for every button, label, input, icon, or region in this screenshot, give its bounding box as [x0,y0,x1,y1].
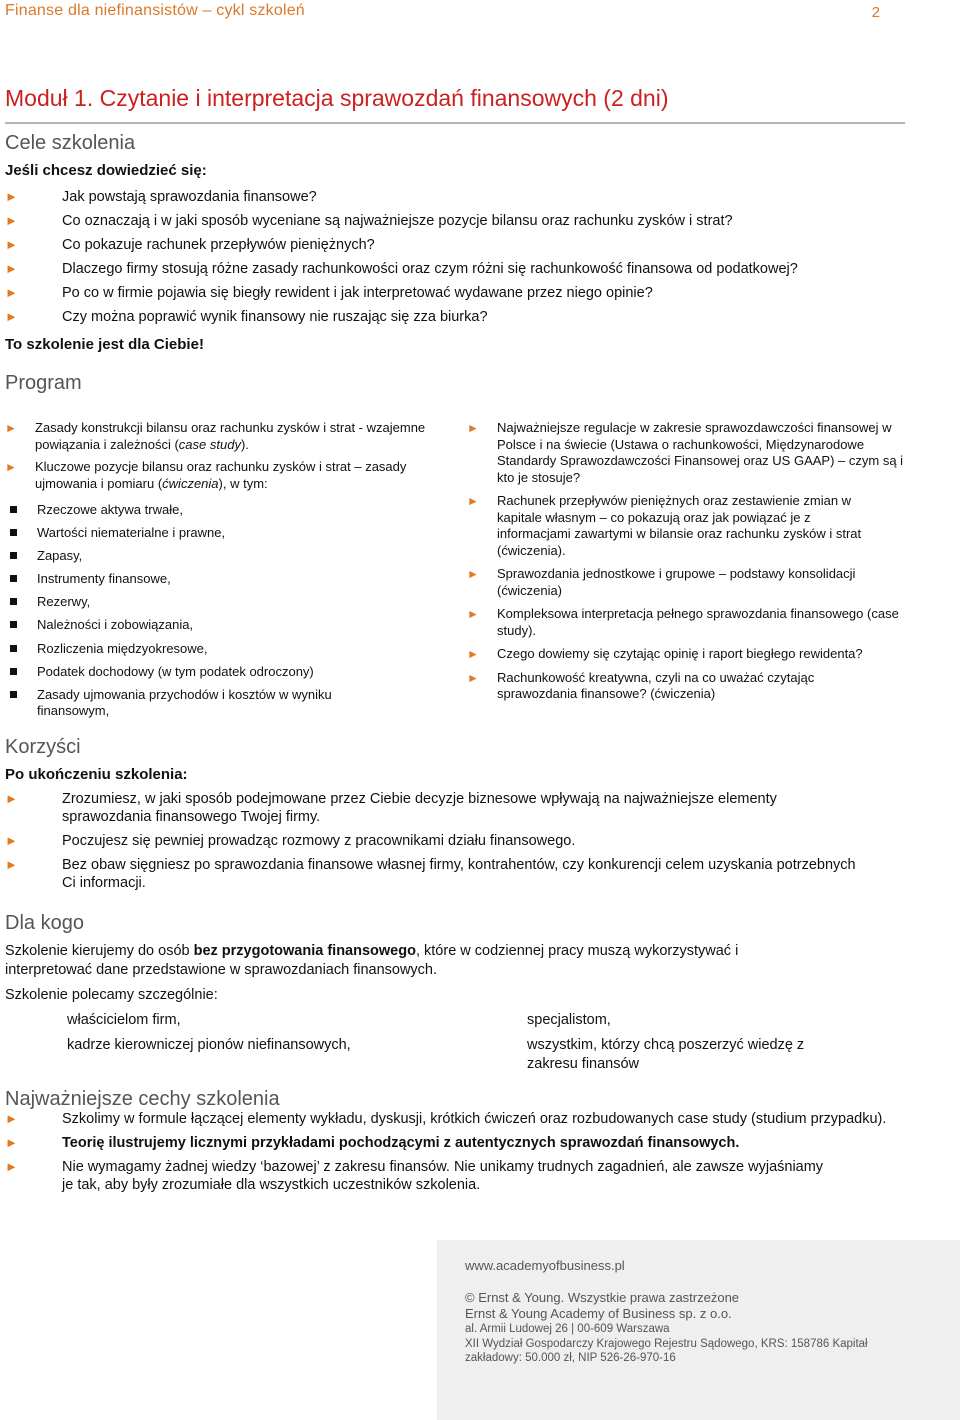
list-item: ► Co oznaczają i w jaki sposób wyceniane są najważniejsze pozycje bilansu oraz rachunku zysków i strat? [0,209,930,233]
audience-right-2: wszystkim, którzy chcą poszerzyć wiedzę z zakresu finansów [527,1037,805,1072]
footer-company: Ernst & Young Academy of Business sp. z o.o. [465,1306,732,1321]
list-item: ► Co pokazuje rachunek przepływów pieniężnych? [0,233,930,257]
goals-heading: Cele szkolenia [5,132,136,154]
orange-triangle-bullet-icon: ► [467,670,479,685]
module-title: Moduł 1. Czytanie i interpretacja sprawozdań finansowych (2 dni) [5,85,669,111]
orange-triangle-bullet-icon: ► [467,494,479,508]
list-item: ► Rachunkowość kreatywna, czyli na co uważać czytając sprawozdania finansowe? (ćwiczenia) [467,669,815,701]
orange-triangle-bullet-icon: ► [5,460,17,474]
footer-capital: zakładowy: 50.000 zł, NIP 526-26-970-16 [465,1352,676,1364]
orange-triangle-bullet-icon: ► [5,1111,18,1126]
list-item: ► Kompleksowa interpretacja pełnego sprawozdania finansowego (case study). [467,606,899,638]
audience-heading: Dla kogo [5,912,84,934]
program-left-column [5,420,435,726]
footer-url[interactable]: www.academyofbusiness.pl [465,1258,625,1273]
benefits-heading: Korzyści [5,736,81,758]
list-item: Instrumenty finansowe, [7,571,367,588]
audience-left-1: właścicielom firm, [67,1012,181,1028]
list-item: ► Szkolimy w formule łączącej elementy wykładu, dyskusji, krótkich ćwiczeń oraz rozbudowanych case study (studium przypadku). [5,1111,887,1127]
orange-triangle-bullet-icon: ► [5,421,17,435]
orange-triangle-bullet-icon: ► [467,607,479,621]
black-square-bullet-icon [10,668,17,675]
benefits-list [0,790,900,892]
orange-triangle-bullet-icon: ► [5,189,18,204]
list-item: ► Najważniejsze regulacje w zakresie sprawozdawczości finansowej w Polsce i na świecie (Ustawa o rachunkowości, Międzynarodowe Standardy Sprawozdawczości Finansowej oraz US GAAP) – czym są i kto je stosuje? [467,420,904,485]
list-item: ► Poczujesz się pewniej prowadząc rozmowy z pracownikami działu finansowego. [5,833,576,849]
list-item: ► Jak powstają sprawozdania finansowe? [0,185,930,209]
list-item: Rozliczenia międzyokresowe, [7,641,367,658]
orange-triangle-bullet-icon: ► [5,1135,18,1150]
list-item: Zapasy, [7,548,367,565]
footer-address: al. Armii Ludowej 26 | 00-609 Warszawa [465,1323,670,1335]
orange-triangle-bullet-icon: ► [5,1159,18,1174]
orange-triangle-bullet-icon: ► [5,261,18,276]
orange-triangle-bullet-icon: ► [5,285,18,300]
black-square-bullet-icon [10,691,17,698]
running-header-title: Finanse dla niefinansistów – cykl szkoleń [5,2,305,19]
orange-triangle-bullet-icon: ► [467,567,479,581]
title-divider [5,122,905,124]
list-item: ► Zasady konstrukcji bilansu oraz rachunku zysków i strat - wzajemne powiązania i zależności (case study). [5,420,426,452]
benefits-intro: Po ukończeniu szkolenia: [5,766,188,783]
orange-triangle-bullet-icon: ► [5,857,18,872]
program-sublist [7,502,367,720]
black-square-bullet-icon [10,621,17,628]
footer-copyright: © Ernst & Young. Wszystkie prawa zastrzeżone [465,1290,740,1305]
orange-triangle-bullet-icon: ► [5,237,18,252]
black-square-bullet-icon [10,598,17,605]
orange-triangle-bullet-icon: ► [467,421,479,435]
program-heading: Program [5,372,82,394]
list-item: Należności i zobowiązania, [7,617,367,634]
black-square-bullet-icon [10,506,17,513]
orange-triangle-bullet-icon: ► [5,791,18,806]
list-item: ► Czego dowiemy się czytając opinię i raport biegłego rewidenta? [467,646,863,661]
list-item: ► Czy można poprawić wynik finansowy nie ruszając się zza biurka? [0,305,930,329]
list-item: Zasady ujmowania przychodów i kosztów w wyniku finansowym, [7,687,337,720]
orange-triangle-bullet-icon: ► [5,833,18,848]
audience-right-1: specjalistom, [527,1012,611,1028]
list-item: ► Zrozumiesz, w jaki sposób podejmowane przez Ciebie decyzje biznesowe wpływają na najważniejsze elementy sprawozdania finansowego Twojej firmy. [5,791,777,825]
orange-triangle-bullet-icon: ► [5,213,18,228]
list-item: ► Sprawozdania jednostkowe i grupowe – podstawy konsolidacji (ćwiczenia) [467,566,856,598]
black-square-bullet-icon [10,645,17,652]
list-item: Podatek dochodowy (w tym podatek odroczony) [7,664,367,681]
audience-paragraph: Szkolenie kierujemy do osób bez przygotowania finansowego, które w codziennej pracy muszą wykorzystywać i interpretować dane przedstawione w sprawozdaniach finansowych. [5,943,739,978]
audience-recommend: Szkolenie polecamy szczególnie: [5,987,218,1003]
black-square-bullet-icon [10,529,17,536]
list-item: ► Kluczowe pozycje bilansu oraz rachunku zysków i strat – zasady ujmowania i pomiaru (ćwiczenia), w tym: Rzeczowe aktywa trwałe, Wartości niematerialne i prawne, Zapasy, Instrumenty finansowe, Rezerwy, Należności i zobowiązania, Rozliczenia międzyokresowe, Podatek dochodowy (w tym podatek odroczony) Zasady ujmowania przychodów i kosztów w wyniku finansowym, [5,459,407,719]
orange-triangle-bullet-icon: ► [467,647,479,661]
list-item: ► Dlaczego firmy stosują różne zasady rachunkowości oraz czym różni się rachunkowość finansowa od podatkowej? [0,257,930,281]
list-item: ► Nie wymagamy żadnej wiedzy ‘bazowej’ z zakresu finansów. Nie unikamy trudnych zagadnień, ale zawsze wyjaśniamy je tak, aby były zrozumiałe dla wszystkich uczestników szkolenia. [5,1159,824,1193]
features-heading: Najważniejsze cechy szkolenia [5,1088,280,1110]
goals-list [0,185,930,329]
orange-triangle-bullet-icon: ► [5,309,18,324]
page-number: 2 [871,4,880,21]
list-item: Wartości niematerialne i prawne, [7,525,367,542]
list-item: ► Rachunek przepływów pieniężnych oraz zestawienie zmian w kapitale własnym – co pokazują oraz jak powiązać je z informacjami zawartymi w bilansie oraz rachunku zysków i strat (ćwiczenia). [467,493,862,558]
features-list [0,1110,900,1194]
audience-left-2: kadrze kierowniczej pionów niefinansowych, [67,1037,351,1053]
program-right-column [467,420,907,703]
list-item: ► Po co w firmie pojawia się biegły rewident i jak interpretować wydawane przez niego opinie? [0,281,930,305]
footer-registry: XII Wydział Gospodarczy Krajowego Rejestru Sądowego, KRS: 158786 Kapitał [465,1338,868,1350]
goals-intro: Jeśli chcesz dowiedzieć się: [5,162,207,179]
black-square-bullet-icon [10,552,17,559]
list-item: ► Teorię ilustrujemy licznymi przykładami pochodzącymi z autentycznych sprawozdań finansowych. [5,1135,740,1151]
list-item: Rezerwy, [7,594,367,611]
goals-closing: To szkolenie jest dla Ciebie! [5,336,204,353]
list-item: ► Bez obaw sięgniesz po sprawozdania finansowe własnej firmy, kontrahentów, czy konkurencji celem uzyskania potrzebnych Ci informacji. [5,857,856,891]
list-item: Rzeczowe aktywa trwałe, [7,502,367,519]
black-square-bullet-icon [10,575,17,582]
